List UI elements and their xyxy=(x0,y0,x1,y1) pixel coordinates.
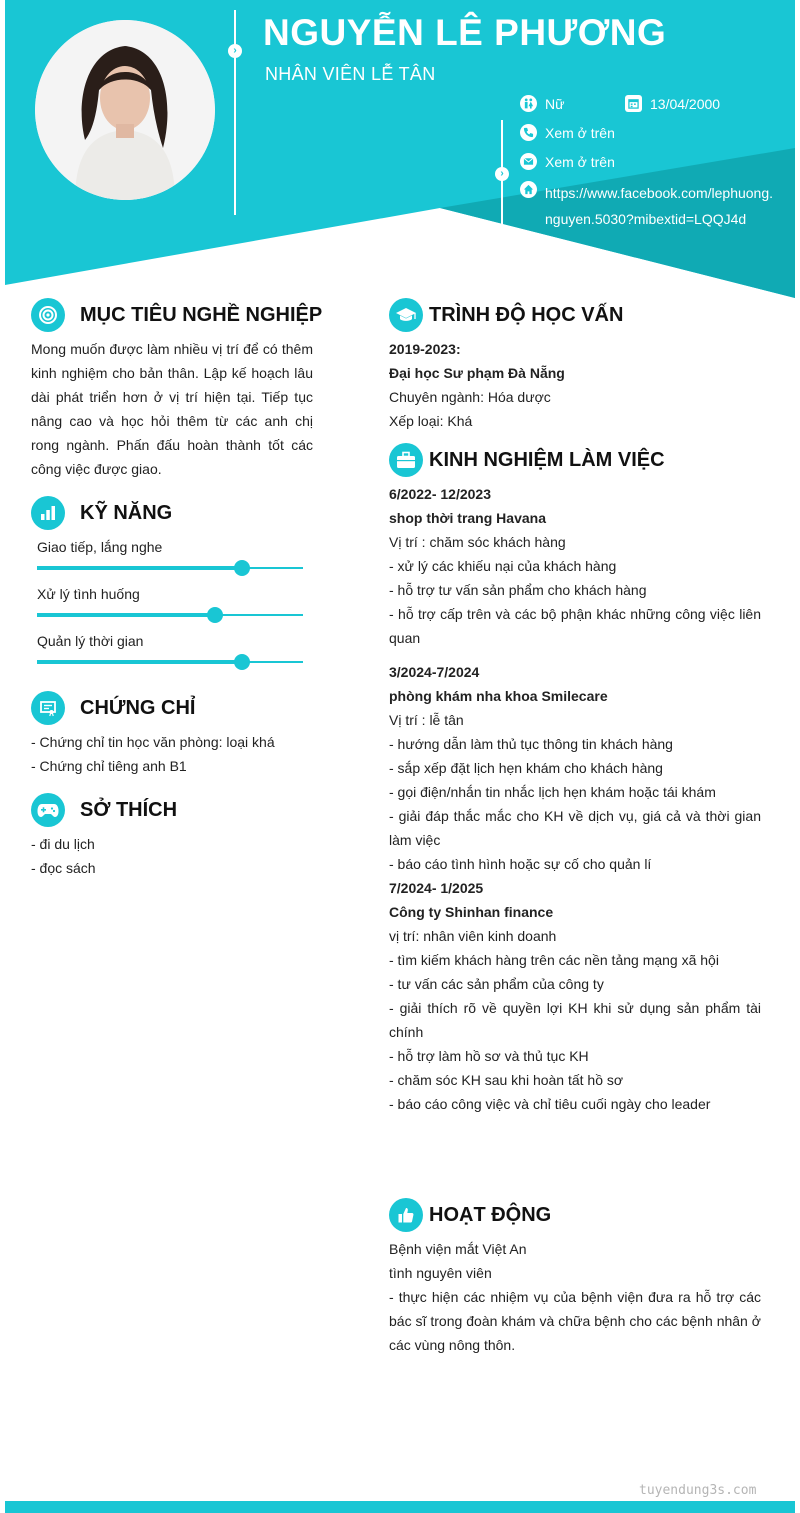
footer-bar xyxy=(5,1501,795,1513)
hobbies-title: SỞ THÍCH xyxy=(80,798,178,821)
job-duty: - sắp xếp đặt lịch hẹn khám cho khách hàng xyxy=(389,760,663,776)
briefcase-icon xyxy=(389,443,423,477)
full-name: NGUYỄN LÊ PHƯƠNG xyxy=(263,12,667,53)
skill-label: Xử lý tình huống xyxy=(37,586,140,602)
watermark: tuyendung3s.com xyxy=(639,1483,757,1498)
objective-heading xyxy=(31,298,322,332)
job-duty: - báo cáo tình hình hoặc sự cố cho quản lí xyxy=(389,856,652,872)
education-school: Đại học Sư phạm Đà Nẵng xyxy=(389,365,565,381)
skill-bar xyxy=(37,614,303,616)
job-period: 6/2022- 12/2023 xyxy=(389,486,491,502)
header xyxy=(5,0,795,300)
activities-heading xyxy=(389,1198,551,1232)
certificate-list xyxy=(31,730,313,778)
skill-label: Quản lý thời gian xyxy=(37,633,144,649)
email-row[interactable] xyxy=(520,153,615,170)
skill-item xyxy=(37,584,303,616)
calendar-icon xyxy=(625,95,642,112)
objective-title: MỤC TIÊU NGHỀ NGHIỆP xyxy=(80,303,323,326)
job-duty: - gọi điện/nhắn tin nhắc lịch hẹn khám hoặc tái khám xyxy=(389,784,716,800)
thumbs-up-icon xyxy=(389,1198,423,1232)
chevron-right-icon: › xyxy=(228,44,242,58)
education-grade: Xếp loại: Khá xyxy=(389,413,473,429)
job-duty: - giải đáp thắc mắc cho KH về dịch vụ, giá cả và thời gian làm việc xyxy=(389,808,761,848)
experience-title: KINH NGHIỆM LÀM VIỆC xyxy=(429,448,665,471)
certificate-item: - Chứng chỉ tin học văn phòng: loại khá xyxy=(31,734,275,750)
hobby-item: - đi du lịch xyxy=(31,836,95,852)
certificate-item: - Chứng chỉ tiêng anh B1 xyxy=(31,758,187,774)
target-icon xyxy=(31,298,65,332)
skill-bar-knob xyxy=(207,607,223,623)
gender-value: Nữ xyxy=(545,95,565,112)
graduation-cap-icon xyxy=(389,298,423,332)
job-duty: - hỗ trợ tư vấn sản phẩm cho khách hàng xyxy=(389,582,647,598)
certificates-heading xyxy=(31,691,195,725)
website-row xyxy=(520,181,545,198)
skill-bar-knob xyxy=(234,654,250,670)
avatar xyxy=(35,20,215,200)
job-duty: - hỗ trợ làm hồ sơ và thủ tục KH xyxy=(389,1048,589,1064)
job-period: 7/2024- 1/2025 xyxy=(389,880,484,896)
education-heading xyxy=(389,298,623,332)
skill-bar-knob xyxy=(234,560,250,576)
certificates-title: CHỨNG CHỈ xyxy=(80,696,196,719)
skill-item xyxy=(37,537,303,569)
job-entry xyxy=(389,482,761,650)
job-entry xyxy=(389,660,761,876)
email-icon xyxy=(520,153,537,170)
job-role: Vị trí : lễ tân xyxy=(389,712,464,728)
objective-text: Mong muốn được làm nhiều vị trí để có thêm kinh nghiệm cho bản thân. Lập kế hoạch lâu dài phát triển hơn ở vị trí hiện tại. Tiếp tục nâng cao và học hỏi thêm từ các anh chị rong ngành. Phấn đấu hoàn thành tốt các công việc được giao. xyxy=(31,341,313,477)
skill-item xyxy=(37,631,303,663)
chevron-right-icon: › xyxy=(495,167,509,181)
job-company: shop thời trang Havana xyxy=(389,510,546,526)
skill-bar xyxy=(37,661,303,663)
phone-value: Xem ở trên xyxy=(545,124,615,141)
birthday-row xyxy=(625,95,720,112)
activity-block xyxy=(389,1237,761,1357)
hobby-item: - đọc sách xyxy=(31,860,96,876)
certificate-icon xyxy=(31,691,65,725)
activity-organization: Bệnh viện mắt Việt An xyxy=(389,1241,527,1257)
phone-icon xyxy=(520,124,537,141)
job-duty: - tư vấn các sản phẩm của công ty xyxy=(389,976,604,992)
education-period: 2019-2023: xyxy=(389,341,461,357)
job-role: vị trí: nhân viên kinh doanh xyxy=(389,928,557,944)
education-block xyxy=(389,337,761,433)
activities-title: HOẠT ĐỘNG xyxy=(429,1203,552,1226)
skill-bar xyxy=(37,567,303,569)
job-company: phòng khám nha khoa Smilecare xyxy=(389,688,608,704)
email-value: Xem ở trên xyxy=(545,153,615,170)
job-duty: - hỗ trợ cấp trên và các bộ phận khác những công việc liên quan xyxy=(389,606,761,646)
gamepad-icon xyxy=(31,793,65,827)
skill-bar-fill xyxy=(37,566,242,570)
hobby-list xyxy=(31,832,313,880)
skills-heading xyxy=(31,496,172,530)
gender-row xyxy=(520,95,564,112)
job-duty: - báo cáo công việc và chỉ tiêu cuối ngày cho leader xyxy=(389,1096,711,1112)
skill-label: Giao tiếp, lắng nghe xyxy=(37,539,163,555)
job-title: NHÂN VIÊN LỄ TÂN xyxy=(265,64,436,84)
skill-bar-fill xyxy=(37,613,215,617)
job-period: 3/2024-7/2024 xyxy=(389,664,480,680)
website-link[interactable]: https://www.facebook.com/lephuong.nguyen.5030?mibextid=LQQJ4d xyxy=(545,185,774,227)
activity-role: tình nguyên viên xyxy=(389,1265,492,1281)
phone-row[interactable] xyxy=(520,124,615,141)
experience-heading xyxy=(389,443,665,477)
job-role: Vị trí : chăm sóc khách hàng xyxy=(389,534,566,550)
job-duty: - tìm kiếm khách hàng trên các nền tảng mạng xã hội xyxy=(389,952,719,968)
job-duty: - hướng dẫn làm thủ tục thông tin khách hàng xyxy=(389,736,673,752)
education-title: TRÌNH ĐỘ HỌC VẤN xyxy=(429,303,624,326)
skill-bar-fill xyxy=(37,660,242,664)
job-duty: - xử lý các khiếu nại của khách hàng xyxy=(389,558,617,574)
gender-icon xyxy=(520,95,537,112)
education-major: Chuyên ngành: Hóa dược xyxy=(389,389,551,405)
skills-title: KỸ NĂNG xyxy=(80,501,173,524)
home-icon xyxy=(520,181,537,198)
bar-chart-icon xyxy=(31,496,65,530)
header-divider xyxy=(234,10,236,215)
hobbies-heading xyxy=(31,793,177,827)
cv-page xyxy=(5,0,795,1513)
job-duty: - chăm sóc KH sau khi hoàn tất hồ sơ xyxy=(389,1072,624,1088)
job-company: Công ty Shinhan finance xyxy=(389,904,554,920)
job-duty: - giải thích rõ về quyền lợi KH khi sử dụng sản phẩm tài chính xyxy=(389,1000,761,1040)
job-entry xyxy=(389,876,761,1116)
activity-description: - thực hiện các nhiệm vụ của bệnh viện đưa ra hỗ trợ các bác sĩ trong đoàn khám và chữa bệnh cho các bệnh nhân ở các vùng nông thôn. xyxy=(389,1289,761,1353)
birthday-value: 13/04/2000 xyxy=(650,95,721,112)
